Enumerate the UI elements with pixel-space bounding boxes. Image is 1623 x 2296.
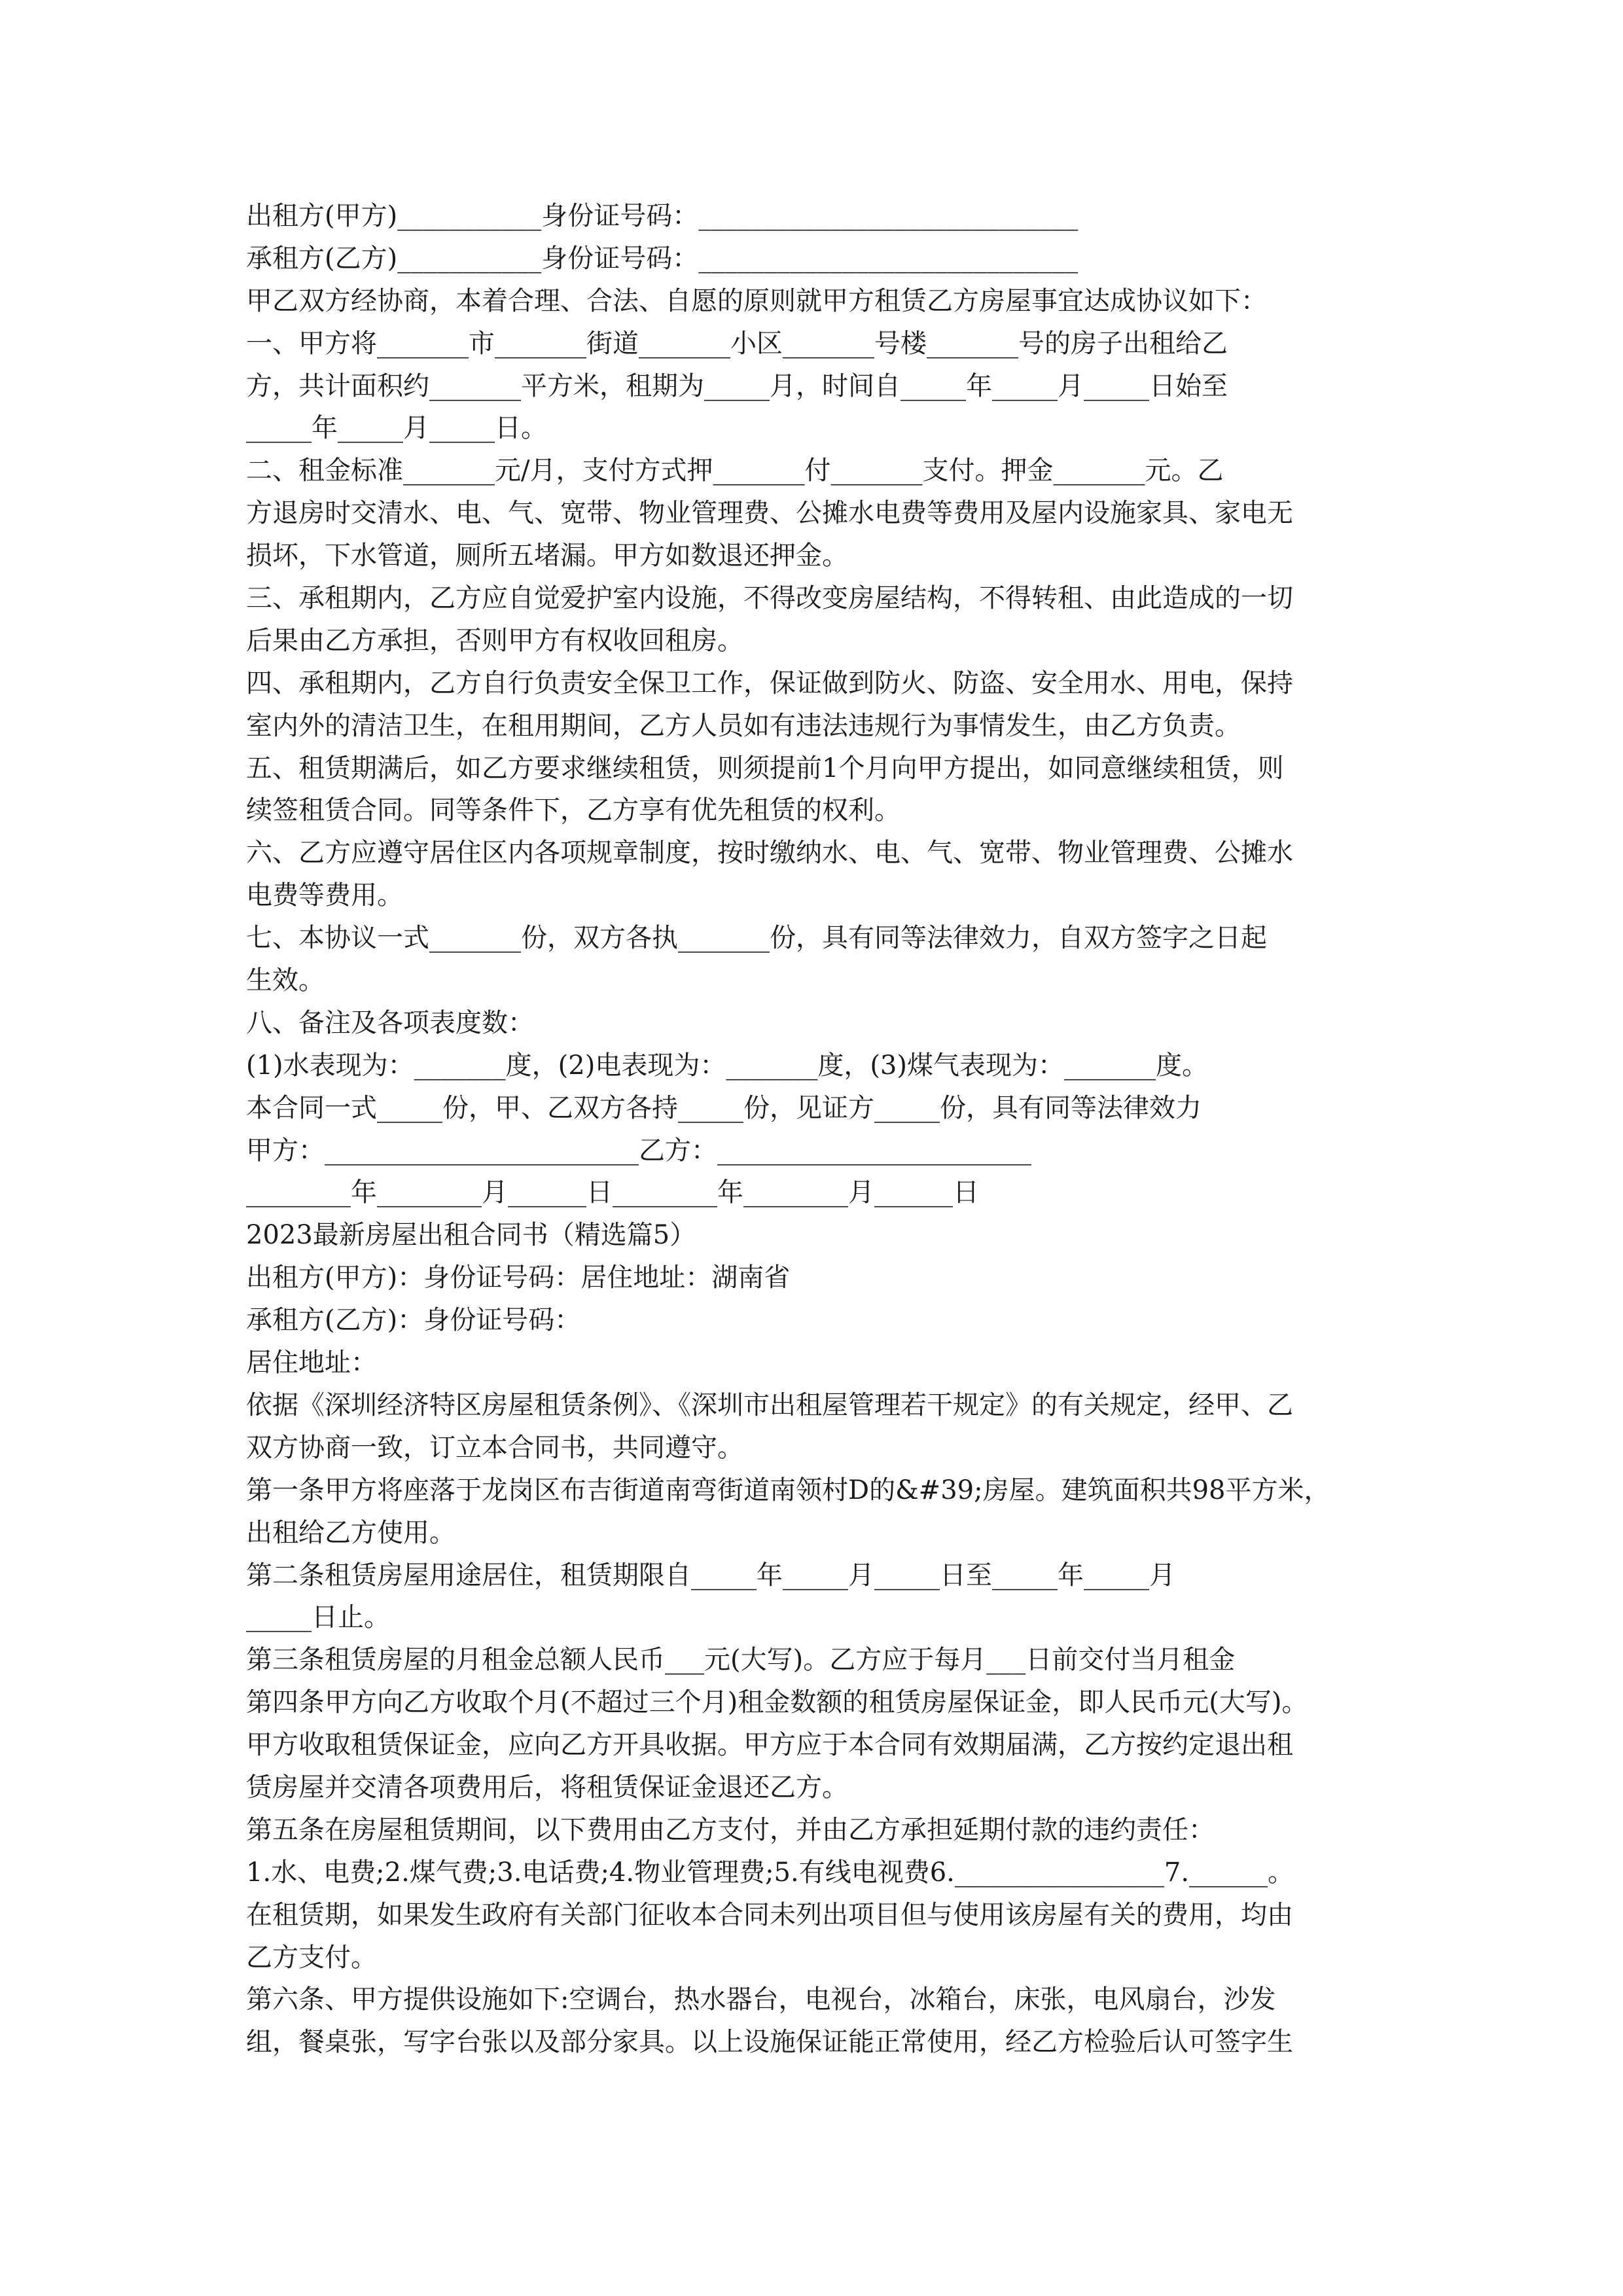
text-line: 二、租金标准_______元/月，支付方式押_______付_______支付。押金_______元。乙 bbox=[246, 456, 1224, 486]
text-line: 出租给乙方使用。 bbox=[246, 1517, 455, 1548]
text-line: 后果由乙方承担，否则甲方有权收回租房。 bbox=[246, 625, 743, 656]
text-line: 七、本协议一式_______份，双方各执_______份，具有同等法律效力，自双方签字之日起 bbox=[246, 923, 1267, 954]
text-line: 第一条甲方将座落于龙岗区布吉街道南弯街道南领村D的&#39;房屋。建筑面积共98平方米， bbox=[246, 1475, 1330, 1505]
text-line: 2023最新房屋出租合同书（精选篇5） bbox=[246, 1220, 696, 1251]
text-line: 一、甲方将_______市_______街道_______小区_______号楼_______号的房子出租给乙 bbox=[246, 328, 1228, 359]
text-line: 甲方收取租赁保证金，应向乙方开具收据。甲方应于本合同有效期届满，乙方按约定退出租 bbox=[246, 1730, 1293, 1761]
text-line: 生效。 bbox=[246, 965, 325, 996]
text-line: 第四条甲方向乙方收取个月(不超过三个月)租金数额的租赁房屋保证金，即人民币元(大写)。 bbox=[246, 1687, 1308, 1718]
contract-text bbox=[246, 195, 1424, 2064]
text-line: 依据《深圳经济特区房屋租赁条例》、《深圳市出租屋管理若干规定》的有关规定，经甲、乙 bbox=[246, 1390, 1293, 1420]
text-line: 四、承租期内，乙方自行负责安全保卫工作，保证做到防火、防盗、安全用水、用电，保持 bbox=[246, 668, 1293, 698]
text-line: 出租方(甲方)___________身份证号码：_____________________________ bbox=[246, 201, 1079, 231]
text-line: 承租方(乙方)：身份证号码： bbox=[246, 1305, 581, 1336]
text-line: 甲方：________________________乙方：________________________ bbox=[246, 1135, 1031, 1166]
text-line: _____日止。 bbox=[246, 1602, 390, 1633]
text-line: 第六条、甲方提供设施如下:空调台，热水器台，电视台，冰箱台，床张，电风扇台，沙发 bbox=[246, 1984, 1276, 2015]
text-line: 第三条租赁房屋的月租金总额人民币___元(大写)。乙方应于每月___日前交付当月租金 bbox=[246, 1645, 1236, 1676]
text-line: 承租方(乙方)___________身份证号码：_____________________________ bbox=[246, 243, 1079, 274]
text-line: _____年_____月_____日。 bbox=[246, 413, 547, 444]
text-line: ________年________月______日________年________月______日 bbox=[246, 1177, 979, 1208]
text-line: 甲乙双方经协商，本着合理、合法、自愿的原则就甲方租赁乙方房屋事宜达成协议如下： bbox=[246, 285, 1267, 316]
text-line: 组，餐桌张，写字台张以及部分家具。以上设施保证能正常使用，经乙方检验后认可签字生 bbox=[246, 2027, 1293, 2058]
text-line: 电费等费用。 bbox=[246, 880, 403, 911]
text-line: 乙方支付。 bbox=[246, 1942, 377, 1973]
text-line: 方，共计面积约_______平方米，租期为_____月，时间自_____年_____月_____日始至 bbox=[246, 370, 1228, 401]
text-line: 在租赁期，如果发生政府有关部门征收本合同未列出项目但与使用该房屋有关的费用，均由 bbox=[246, 1899, 1293, 1930]
text-line: 赁房屋并交清各项费用后，将租赁保证金退还乙方。 bbox=[246, 1772, 848, 1803]
text-line: 本合同一式_____份，甲、乙双方各持_____份，见证方_____份，具有同等法律效力 bbox=[246, 1092, 1202, 1123]
text-line: 第二条租赁房屋用途居住，租赁期限自_____年_____月_____日至_____年_____月 bbox=[246, 1560, 1175, 1590]
text-line: 六、乙方应遵守居住区内各项规章制度，按时缴纳水、电、气、宽带、物业管理费、公摊水 bbox=[246, 838, 1293, 869]
text-line: 损坏，下水管道，厕所五堵漏。甲方如数退还押金。 bbox=[246, 541, 848, 571]
text-line: 续签租赁合同。同等条件下，乙方享有优先租赁的权利。 bbox=[246, 795, 901, 826]
text-line: (1)水表现为：_______度，(2)电表现为：_______度，(3)煤气表现为：_______度。 bbox=[246, 1050, 1208, 1081]
text-line: 八、备注及各项表度数： bbox=[246, 1007, 534, 1038]
text-line: 室内外的清洁卫生，在租用期间，乙方人员如有违法违规行为事情发生，由乙方负责。 bbox=[246, 710, 1241, 741]
text-line: 方退房时交清水、电、气、宽带、物业管理费、公摊水电费等费用及屋内设施家具、家电无 bbox=[246, 498, 1293, 529]
text-line: 1.水、电费;2.煤气费;3.电话费;4.物业管理费;5.有线电视费6.________________7.______。 bbox=[246, 1857, 1294, 1888]
text-line: 三、承租期内，乙方应自觉爱护室内设施，不得改变房屋结构，不得转租、由此造成的一切 bbox=[246, 583, 1293, 614]
text-line: 第五条在房屋租赁期间，以下费用由乙方支付，并由乙方承担延期付款的违约责任： bbox=[246, 1814, 1215, 1845]
text-line: 双方协商一致，订立本合同书，共同遵守。 bbox=[246, 1432, 743, 1463]
text-line: 五、租赁期满后，如乙方要求继续租赁，则须提前1个月向甲方提出，如同意继续租赁，则 bbox=[246, 753, 1284, 783]
text-line: 居住地址： bbox=[246, 1348, 377, 1378]
text-line: 出租方(甲方)：身份证号码：居住地址：湖南省 bbox=[246, 1263, 791, 1293]
